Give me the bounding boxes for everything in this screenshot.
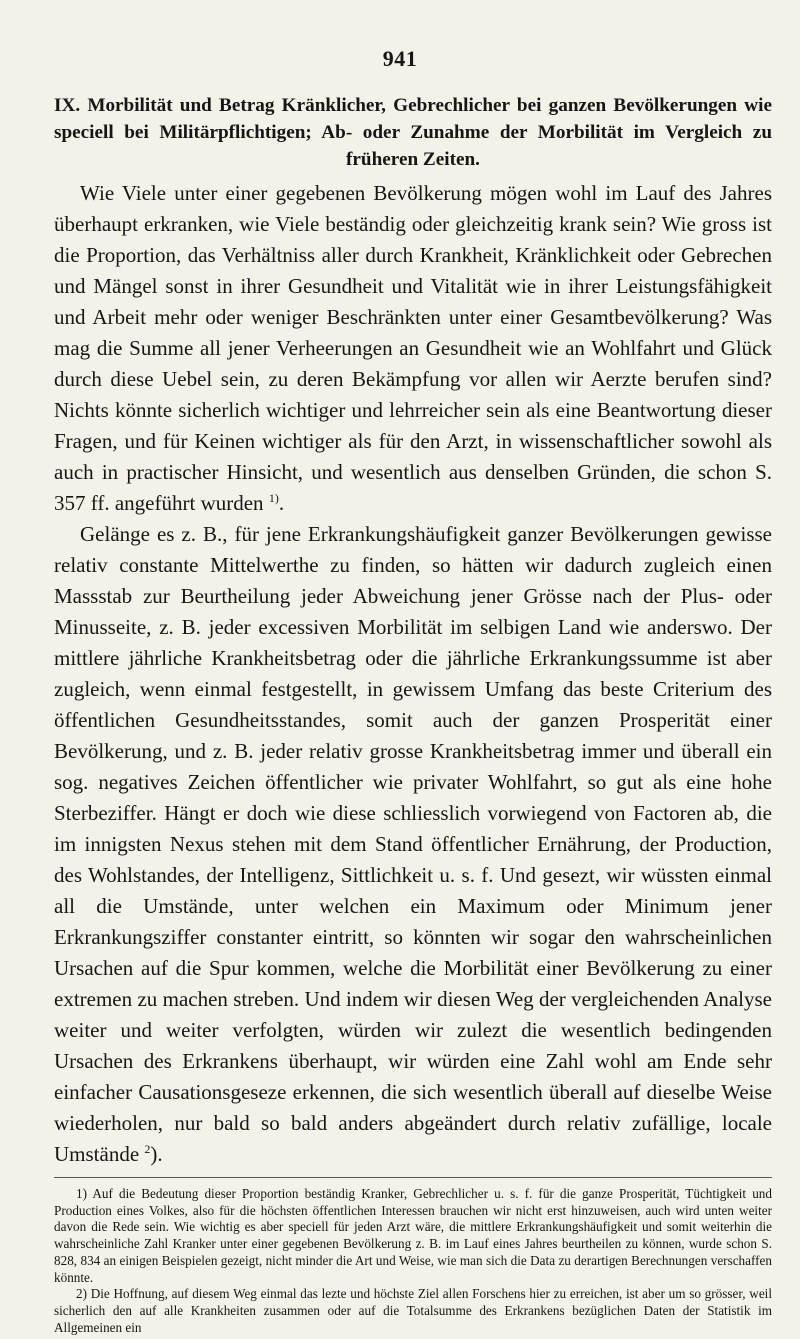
footnote-divider bbox=[54, 1177, 772, 1178]
paragraph-1-text: Wie Viele unter einer gegebenen Bevölkerung mögen wohl im Lauf des Jahres überhaupt erkranken, wie Viele beständig oder gleichzeitig krank sein? Wie gross ist die Proportion, das Verhältniss aller durch Krankheit, Kränklichkeit oder Gebrechen und Mängel sonst in ihrer Gesundheit und Vitalität wie in ihrer Leistungsfähigkeit und Arbeit mehr oder weniger Beschränkten unter einer Gesamtbevölkerung? Was mag die Summe all jener Verheerungen an Gesundheit wie an Wohlfahrt und Glück durch diese Uebel sein, zu deren Bekämpfung vor allen wir Aerzte berufen sind? Nichts könnte sicherlich wichtiger und lehrreicher sein als eine Beantwortung dieser Fragen, und für Keinen wichtiger als für den Arzt, in wissenschaftlicher sowohl als auch in practischer Hinsicht, und wesentlich aus denselben Gründen, die schon S. 357 ff. angeführt wurden bbox=[54, 181, 772, 515]
body-text bbox=[54, 178, 772, 1170]
paragraph-2-text: Gelänge es z. B., für jene Erkrankungshäufigkeit ganzer Bevölkerungen gewisse relativ constante Mittelwerthe zu finden, so hätten wir dadurch zugleich einen Massstab zur Beurtheilung jeder Abweichung jener Grösse nach der Plus- oder Minusseite, z. B. jeder excessiven Morbilität im selbigen Land wie anderswo. Der mittlere jährliche Krankheitsbetrag oder die jährliche Erkrankungssumme ist aber zugleich, wenn einmal festgestellt, in gewissem Umfang das beste Criterium des öffentlichen Gesundheitsstandes, somit auch der ganzen Prosperität einer Bevölkerung, und z. B. jeder relativ grosse Krankheitsbetrag immer und überall ein sog. negatives Zeichen öffentlicher wie privater Wohlfahrt, so gut als eine hohe Sterbeziffer. Hängt er doch wie diese schliesslich vorwiegend von Factoren ab, die im innigsten Nexus stehen mit dem Stand öffentlicher Ernährung, der Production, des Wohlstandes, der Intelligenz, Sittlichkeit u. s. f. Und gesezt, wir wüssten einmal all die Umstände, unter welchen ein Maximum oder Minimum jener Erkrankungsziffer constanter eintritt, so könnten wir sogar den wahrscheinlichen Ursachen auf die Spur kommen, welche die Morbilität einer Bevölkerung zu einer extremen zu machen streben. Und indem wir diesen Weg der vergleichenden Analyse weiter und weiter verfolgten, würden wir zulezt die wesentlich bedingenden Ursachen des Erkrankens überhaupt, wir würden eine Zahl wohl am Ende sehr einfacher Causationsgeseze erkennen, die sich wesentlich überall auf dieselbe Weise wiederholen, nur bald so bald anders abgeändert durch relativ zufällige, locale Umstände bbox=[54, 522, 772, 1166]
footnote-2: 2) Die Hoffnung, auf diesem Weg einmal das lezte und höchste Ziel allen Forschens hier zu erreichen, ist aber um so grösser, weil sicherlich den auf alle Krankheiten zusammen oder auf die Totalsumme des Erkrankens bezüglichen Daten der Statistik im Allgemeinen ein bbox=[54, 1286, 772, 1335]
section-heading: IX. Morbilität und Betrag Kränklicher, Gebrechlicher bei ganzen Bevölkerungen wie speciell bei Militärpflichtigen; Ab- oder Zunahme der Morbilität im Vergleich zu früheren Zeiten. bbox=[54, 95, 772, 170]
footnote-ref-1: 1) bbox=[268, 491, 279, 505]
footnote-ref-1-number: 1 bbox=[268, 491, 275, 505]
paragraph-1-end: . bbox=[278, 491, 285, 515]
footnote-1: 1) Auf die Bedeutung dieser Proportion beständig Kranker, Gebrechlicher u. s. f. für die ganze Prosperität, Tüchtigkeit und Production eines Volkes, also für die höchsten öffentlichen Interessen brauchen wir nicht erst hinzuweisen, auch wird unten weiter davon die Rede sein. Wie wichtig es aber speciell für jeden Arzt wäre, die mittlere Erkrankungshäufigkeit und somit weiterhin die wahrscheinliche Zahl Kranker unter einer gegebenen Bevölkerung z. B. im Lauf eines Jahres beurtheilen zu können, wurde schon S. 828, 834 an einigen Beispielen gezeigt, nicht minder die Art und Weise, wie man sich die Data zu derartigen Berechnungen verschaffen könnte. bbox=[54, 1186, 772, 1285]
paragraph-1 bbox=[54, 178, 772, 519]
paragraph-2-end: ). bbox=[150, 1142, 163, 1166]
paragraph-2 bbox=[54, 519, 772, 1170]
footnotes bbox=[54, 1186, 772, 1336]
footnote-ref-2-number: 2 bbox=[144, 1142, 151, 1156]
page-number: 941 bbox=[382, 46, 418, 71]
